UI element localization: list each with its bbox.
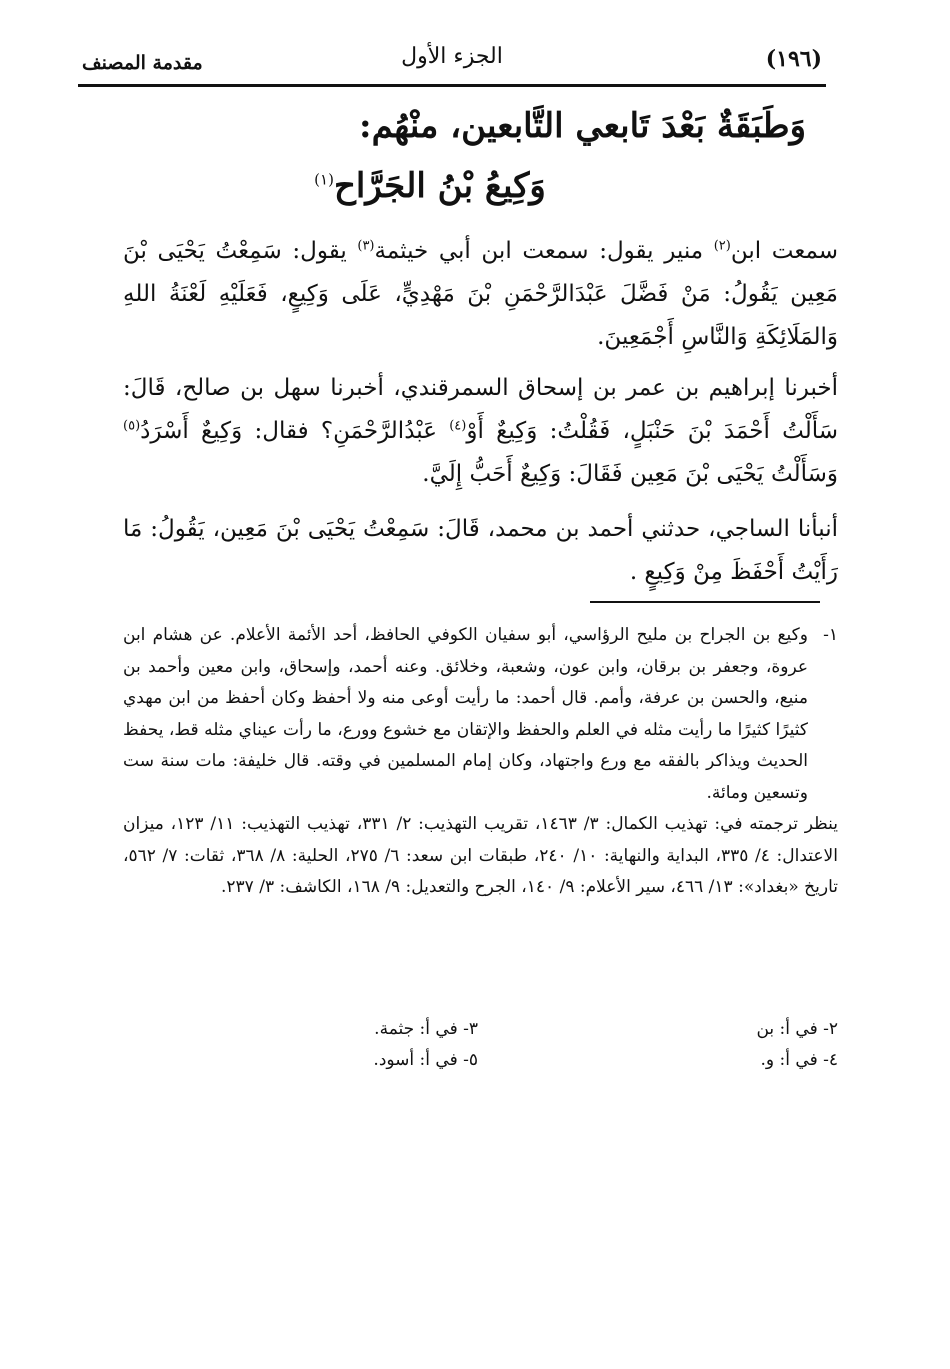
subject-name: وَكِيعُ بْنُ الجَرَّاح	[333, 166, 546, 206]
footnote-item: ٣- في أ: جثمة.	[374, 1019, 478, 1039]
footnote-ref: (٣)	[357, 238, 375, 254]
narration-paragraph	[123, 508, 838, 594]
footnote-number: ١-	[823, 625, 838, 645]
footnote-ref: (٥)	[123, 418, 141, 434]
page-header	[78, 40, 826, 87]
footnote-ref: (١)	[314, 170, 334, 189]
paragraph-text: أنبأنا الساجي، حدثني أحمد بن محمد، قَالَ: سَمِعْتُ يَحْيَى بْنَ مَعِين، يَقُولُ: مَا رَأَيْتُ أَحْفَظَ مِنْ وَكِيعٍ .	[123, 516, 838, 585]
narration-paragraph	[123, 230, 838, 359]
footnote-biography	[123, 620, 838, 809]
volume-label: الجزء الأول	[401, 44, 503, 69]
footnote-row	[123, 1045, 838, 1076]
footnote-item: ٤- في أ: و.	[760, 1050, 838, 1070]
paragraph-text: منير يقول: سمعت ابن أبي خيثمة	[374, 238, 714, 264]
footnote-sources: ينظر ترجمته في: تهذيب الكمال: ٣/ ١٤٦٣، تقريب التهذيب: ٢/ ٣٣١، تهذيب التهذيب: ١١/ ١٢٣، ميزان الاعتدال: ٤/ ٣٣٥، البداية والنهاية: ١٠/ ٢٤٠، طبقات ابن سعد: ٦/ ٢٧٥، الحلية: ٨/ ٣٦٨، ثقات: ٧/ ٥٦٢، تاريخ «بغداد»: ١٣/ ٤٦٦، سير الأعلام: ٩/ ١٤٠، الجرح والتعديل: ٩/ ١٦٨، الكاشف: ٣/ ٢٣٧.	[123, 814, 838, 897]
section-title: وَطَبَقَةٌ بَعْدَ تَابعي التَّابعين، منْهُم:	[359, 106, 806, 146]
paragraph-text: عَبْدُالرَّحْمَنِ؟ فقال: وَكِيعٌ أَسْرَدُ	[140, 418, 450, 444]
paragraph-text: وَسَأَلْتُ يَحْيَى بْنَ مَعِين فَقَالَ: وَكِيعٌ أَحَبُّ إِلَيَّ.	[422, 461, 838, 487]
paragraph-text: يقول: سَمِعْتُ يَحْيَى بْنَ مَعِين يَقُولُ: مَنْ فَضَّلَ عَبْدَالرَّحْمَنِ بْنَ مَهْدِيٍّ، عَلَى وَكِيعٍ، فَعَلَيْهِ لَعْنَةُ اللهِ وَالمَلَائِكَةِ وَالنَّاسِ أَجْمَعِينَ.	[123, 238, 838, 350]
footnote-text: وكيع بن الجراح بن مليح الرؤاسي، أبو سفيان الكوفي الحافظ، أحد الأئمة الأعلام. عن هشام ابن عروة، وجعفر بن برقان، وابن عون، وشعبة، وخلائق. وعنه أحمد، وإسحاق، وابن معين وأحمد بن منيع، والحسن بن عرفة، وأمم. قال أحمد: ما رأيت أوعى منه ولا أحفظ وكان أحفظ من ابن مهدي كثيرًا كثيرًا ما رأيت مثله في العلم والحفظ والإتقان مع خشوع وورع، ما رأت عيناي مثله قط، يحفظ الحديث ويذاكر بالفقه مع ورع واجتهاد، وكان إمام المسلمين في وقته. قال خليفة: مات سنة ست وتسعين ومائة.	[123, 625, 808, 803]
paragraph-text: أخبرنا إبراهيم بن عمر بن إسحاق السمرقندي، أخبرنا سهل بن صالح، قَالَ: سَأَلْتُ أَحْمَدَ بْنَ حَنْبَلٍ، فَقُلْتُ: وَكِيعٌ أَوْ	[123, 375, 838, 444]
paragraph-text: سمعت ابن	[730, 238, 839, 264]
footnote-item: ٥- في أ: أسود.	[373, 1050, 478, 1070]
short-footnotes	[123, 1014, 838, 1076]
footnote-ref: (٢)	[713, 238, 731, 254]
footnotes	[123, 620, 838, 904]
footnote-row	[123, 1014, 838, 1045]
footnote-ref: (٤)	[449, 418, 467, 434]
section-label: مقدمة المصنف	[82, 52, 203, 74]
narration-paragraph	[123, 367, 838, 496]
footnote-item: ٢- في أ: بن	[756, 1019, 838, 1039]
footnote-separator	[590, 601, 820, 603]
page-number: (١٩٦)	[765, 46, 822, 72]
subject-heading	[0, 166, 950, 206]
